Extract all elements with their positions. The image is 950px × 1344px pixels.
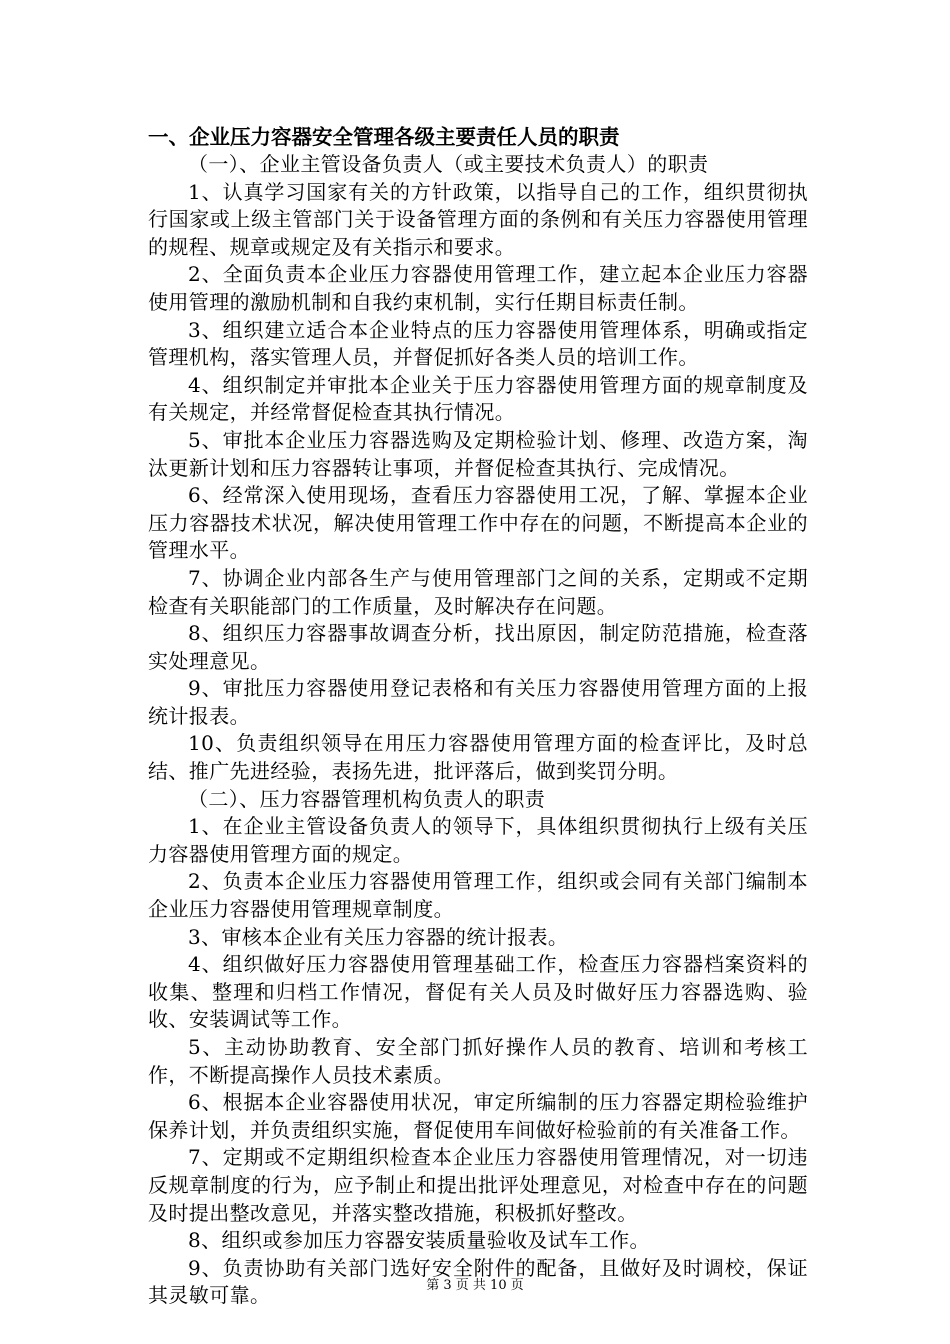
paragraph: 3、审核本企业有关压力容器的统计报表。 [188, 924, 569, 949]
paragraph: 8、组织或参加压力容器安装质量验收及试车工作。 [188, 1228, 650, 1253]
paragraph: 6、根据本企业容器使用状况，审定所编制的压力容器定期检验维护保养计划，并负责组织实施，督促使用车间做好检验前的有关准备工作。 [148, 1090, 808, 1142]
document-heading: 一、企业压力容器安全管理各级主要责任人员的职责 [148, 125, 620, 149]
paragraph: 5、主动协助教育、安全部门抓好操作人员的教育、培训和考核工作，不断提高操作人员技术素质。 [148, 1035, 808, 1087]
document-body [148, 123, 808, 1310]
paragraph: 5、审批本企业压力容器选购及定期检验计划、修理、改造方案，淘汰更新计划和压力容器转让事项，并督促检查其执行、完成情况。 [148, 427, 808, 480]
paragraph: 8、组织压力容器事故调查分析，找出原因，制定防范措施，检查落实处理意见。 [148, 621, 808, 673]
page-footer: 第 3 页 共 10 页 [426, 1278, 524, 1293]
paragraph: 9、审批压力容器使用登记表格和有关压力容器使用管理方面的上报统计报表。 [148, 676, 808, 728]
paragraph: 4、组织做好压力容器使用管理基础工作，检查压力容器档案资料的收集、整理和归档工作情况，督促有关人员及时做好压力容器选购、验收、安装调试等工作。 [148, 952, 808, 1032]
paragraph: 3、组织建立适合本企业特点的压力容器使用管理体系，明确或指定管理机构，落实管理人员，并督促抓好各类人员的培训工作。 [148, 317, 808, 370]
paragraph: 1、在企业主管设备负责人的领导下，具体组织贯彻执行上级有关压力容器使用管理方面的规定。 [148, 814, 808, 866]
section-1-title: （一）、企业主管设备负责人（或主要技术负责人）的职责 [188, 152, 709, 176]
paragraph: 7、定期或不定期组织检查本企业压力容器使用管理情况，对一切违反规章制度的行为，应予制止和提出批评处理意见，对检查中存在的问题及时提出整改意见，并落实整改措施，积极抓好整改。 [148, 1145, 808, 1225]
paragraph: 10、负责组织领导在用压力容器使用管理方面的检查评比，及时总结、推广先进经验，表扬先进，批评落后，做到奖罚分明。 [148, 731, 808, 784]
paragraph: 2、全面负责本企业压力容器使用管理工作，建立起本企业压力容器使用管理的激励机制和自我约束机制，实行任期目标责任制。 [148, 262, 808, 314]
paragraph: 4、组织制定并审批本企业关于压力容器使用管理方面的规章制度及有关规定，并经常督促检查其执行情况。 [148, 372, 808, 425]
paragraph: 1、认真学习国家有关的方针政策，以指导自己的工作，组织贯彻执行国家或上级主管部门关于设备管理方面的条例和有关压力容器使用管理的规程、规章或规定及有关指示和要求。 [148, 179, 808, 259]
paragraph: 2、负责本企业压力容器使用管理工作，组织或会同有关部门编制本企业压力容器使用管理规章制度。 [148, 869, 808, 922]
paragraph: 9、负责协助有关部门选好安全附件的配备，且做好及时调校，保证其灵敏可靠。 [148, 1255, 808, 1308]
paragraph: 6、经常深入使用现场，查看压力容器使用工况，了解、掌握本企业压力容器技术状况，解决使用管理工作中存在的问题，不断提高本企业的管理水平。 [148, 483, 808, 563]
paragraph: 7、协调企业内部各生产与使用管理部门之间的关系，定期或不定期检查有关职能部门的工作质量，及时解决存在问题。 [148, 565, 808, 618]
section-2-title: （二）、压力容器管理机构负责人的职责 [188, 786, 546, 811]
